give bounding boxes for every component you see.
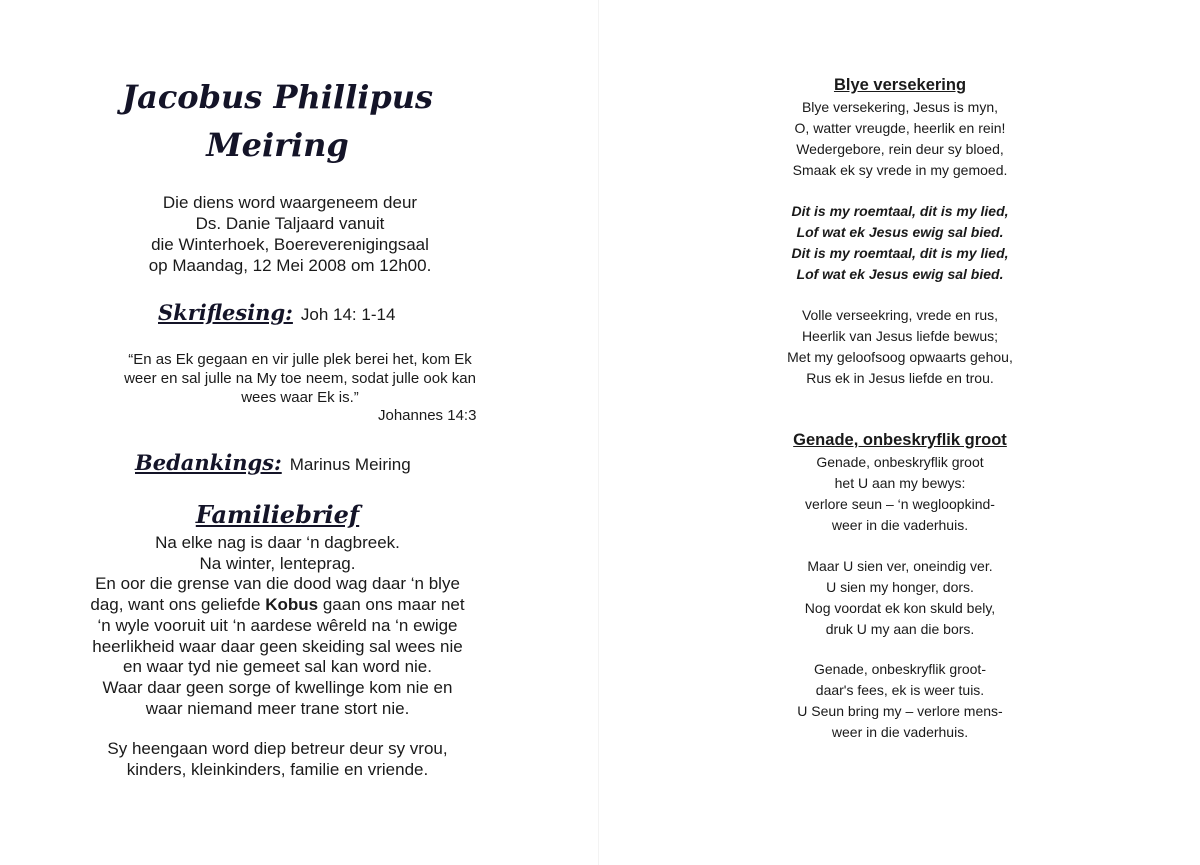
verse-line: Maar U sien ver, oneindig ver. [807, 558, 993, 574]
verse-line: Heerlik van Jesus liefde bewus; [801, 328, 999, 344]
quote-line: weer en sal julle na My toe neem, sodat julle ook kan [124, 370, 476, 387]
verse-line: Genade, onbeskryflik groot- [814, 661, 986, 677]
letter-line: Na elke nag is daar ‘n dagbreek. [155, 533, 400, 552]
verse-line: Blye versekering, Jesus is myn, [801, 99, 999, 115]
deceased-name-line2: Meiring [206, 126, 349, 164]
page-fold [598, 0, 599, 865]
hymn2-verse2 [600, 556, 1200, 640]
hymn1-title: Blye versekering [833, 76, 967, 94]
verse-line: Rus ek in Jesus liefde en trou. [806, 370, 994, 386]
service-line: Die diens word waargeneem deur [162, 193, 418, 212]
service-line: op Maandag, 12 Mei 2008 om 12h00. [148, 256, 432, 275]
letter-line: Na winter, lenteprag. [199, 553, 356, 573]
hymn1-chorus [600, 201, 1200, 285]
verse-line: Genade, onbeskryflik groot [816, 454, 984, 470]
letter-line: heerlikheid waar daar geen skeiding sal wees nie [92, 636, 463, 656]
verse-line: weer in die vaderhuis. [831, 724, 969, 740]
service-line: die Winterhoek, Boereverenigingsaal [151, 235, 429, 254]
quote-reference: Johannes 14:3 [378, 407, 477, 424]
verse-line: daar's fees, ek is weer tuis. [815, 682, 985, 698]
scripture-reading [158, 300, 395, 325]
letter-line: Waar daar geen sorge of kwellinge kom nie en [102, 677, 453, 697]
verse-line: Volle verseekring, vrede en rus, [801, 307, 999, 323]
scripture-label: Skriflesing: [158, 300, 293, 325]
verse-line: weer in die vaderhuis. [831, 517, 969, 533]
letter-line: en waar tyd nie gemeet sal kan word nie. [122, 657, 432, 677]
letter-line: kinders, kleinkinders, familie en vriende. [126, 760, 429, 780]
chorus-line: Dit is my roemtaal, dit is my lied, [791, 245, 1009, 261]
verse-line: Met my geloofsoog opwaarts gehou, [787, 349, 1013, 365]
chorus-line: Lof wat ek Jesus ewig sal bied. [796, 266, 1004, 282]
hymn2-verse1 [600, 452, 1200, 536]
right-page [600, 0, 1200, 865]
verse-line: U sien my honger, dors. [826, 579, 974, 595]
letter-line: ‘n wyle vooruit uit ‘n aardese wêreld na ‘n ewige [97, 615, 458, 635]
verse-line: verlore seun – ‘n wegloopkind- [805, 496, 995, 512]
hymn2-title: Genade, onbeskryflik groot [793, 431, 1007, 449]
thanks-value: Marinus Meiring [289, 455, 411, 474]
service-line: Ds. Danie Taljaard vanuit [195, 214, 385, 233]
quote-line: wees waar Ek is.” [241, 389, 359, 406]
chorus-line: Lof wat ek Jesus ewig sal bied. [796, 224, 1004, 240]
paragraph-gap [0, 719, 555, 739]
verse-line: U Seun bring my – verlore mens- [797, 703, 1003, 719]
letter-line: En oor die grense van die dood wag daar ‘n blye [95, 574, 460, 594]
hymn1-verse1 [600, 97, 1200, 181]
hymn1-verse2 [600, 305, 1200, 389]
quote-line: “En as Ek gegaan en vir julle plek berei het, kom Ek [128, 351, 472, 368]
verse-line: Smaak ek sy vrede in my gemoed. [792, 162, 1008, 178]
hymn2-verse3 [600, 659, 1200, 743]
verse-line: O, watter vreugde, heerlik en rein! [794, 120, 1006, 136]
letter-text: dag, want ons geliefde [90, 595, 266, 615]
letter-line [0, 595, 555, 616]
acknowledgements [135, 450, 411, 475]
letter-line: Sy heengaan word diep betreur deur sy vrou, [107, 739, 448, 759]
family-letter-title: Familiebrief [195, 500, 360, 529]
family-letter [0, 533, 555, 781]
thanks-label: Bedankings: [135, 450, 282, 475]
letter-line: waar niemand meer trane stort nie. [145, 698, 410, 718]
scripture-quote [0, 350, 600, 407]
chorus-line: Dit is my roemtaal, dit is my lied, [791, 203, 1009, 219]
letter-name-bold: Kobus [265, 595, 319, 615]
verse-line: Wedergebore, rein deur sy bloed, [796, 141, 1004, 157]
service-details [0, 192, 580, 276]
deceased-name-line1: Jacobus Phillipus [121, 78, 434, 116]
scripture-value: Joh 14: 1-14 [300, 305, 396, 324]
letter-text: gaan ons maar net [318, 595, 465, 615]
verse-line: Nog voordat ek kon skuld bely, [804, 600, 996, 616]
verse-line: het U aan my bewys: [834, 475, 966, 491]
verse-line: druk U my aan die bors. [825, 621, 975, 637]
